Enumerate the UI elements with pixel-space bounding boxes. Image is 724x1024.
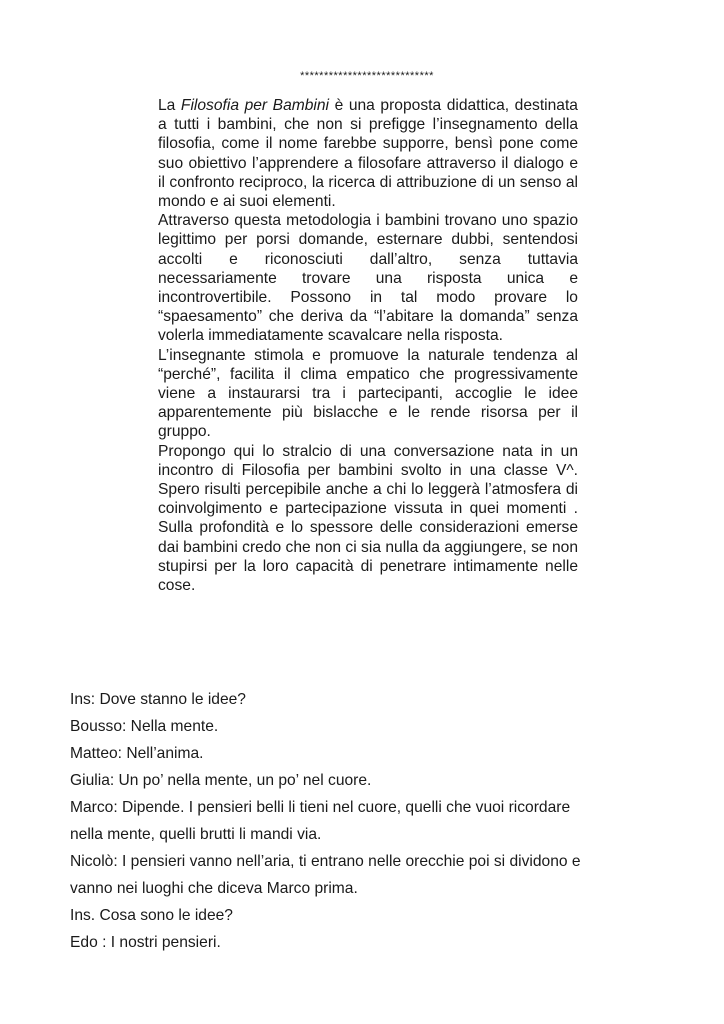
dialogue-line: Marco: Dipende. I pensieri belli li tieni nel cuore, quelli che vuoi ricordare <box>70 799 571 816</box>
intro-p1-rest: è una proposta didattica, destinata a tutti i bambini, che non si prefigge l’insegnamento della filosofia, come il nome farebbe supporre, bensì pone come suo obiettivo l’apprendere a filosofare attraverso il dialogo e il confronto reciproco, la ricerca di attribuzione di un senso al mondo e ai suoi elementi. <box>158 97 578 211</box>
intro-p1-italic-title: Filosofia per Bambini <box>180 97 330 114</box>
dialogue-line: Matteo: Nell’anima. <box>70 745 204 762</box>
intro-p1-start: La <box>158 97 181 114</box>
dialogue-line: Giulia: Un po’ nella mente, un po’ nel cuore. <box>70 772 372 789</box>
dialogue-line: Edo : I nostri pensieri. <box>70 934 221 951</box>
intro-paragraph-2: Attraverso questa metodologia i bambini trovano uno spazio legittimo per porsi domande, esternare dubbi, sentendosi accolti e riconosciuti dall’altro, senza tuttavia necessariamente trovare una risposta unica e incontrovertibile. Possono in tal modo provare lo “spaesamento” che deriva da “l’abitare la domanda” senza volerla immediatamente scavalcare nella risposta. <box>158 212 578 345</box>
dialogue-line: vanno nei luoghi che diceva Marco prima. <box>70 880 358 897</box>
intro-paragraph-1 <box>158 96 578 211</box>
separator-line <box>0 70 724 82</box>
dialogue-line: Ins. Cosa sono le idee? <box>70 907 233 924</box>
intro-paragraph-4: Propongo qui lo stralcio di una conversazione nata in un incontro di Filosofia per bambini svolto in una classe V^. Spero risulti percepibile anche a chi lo leggerà l’atmosfera di coinvolgimento e partecipazione vissuta in quei momenti . Sulla profondità e lo spessore delle considerazioni emerse dai bambini credo che non ci sia nulla da aggiungere, se non stupirsi per la loro capacità di penetrare intimamente nelle cose. <box>158 442 578 595</box>
dialogue-line: nella mente, quelli brutti li mandi via. <box>70 826 322 843</box>
dialogue-line: Ins: Dove stanno le idee? <box>70 691 246 708</box>
intro-section <box>158 96 578 595</box>
dialogue-line: Bousso: Nella mente. <box>70 718 219 735</box>
dialogue-section <box>70 686 660 956</box>
separator-stars: **************************** <box>300 70 434 82</box>
intro-paragraph-3: L’insegnante stimola e promuove la naturale tendenza al “perché”, facilita il clima empatico che progressivamente viene a instaurarsi tra i partecipanti, accoglie le idee apparentemente più bislacche e le rende risorsa per il gruppo. <box>158 346 578 441</box>
dialogue-line: Nicolò: I pensieri vanno nell’aria, ti entrano nelle orecchie poi si dividono e <box>70 853 581 870</box>
